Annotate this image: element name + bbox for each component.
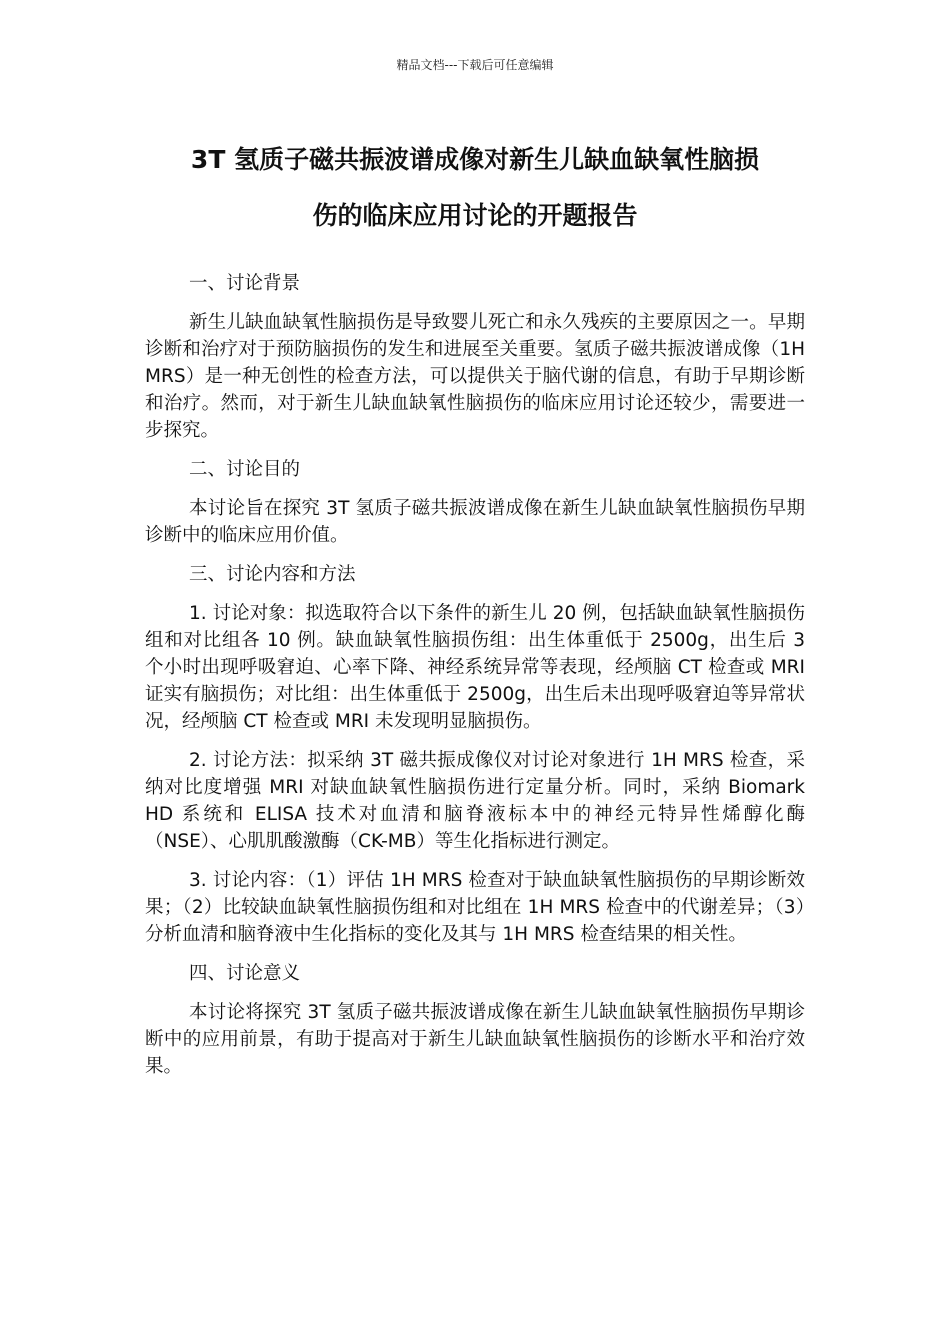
section-heading-purpose: 二、讨论目的 <box>189 459 301 480</box>
title-line-2: 伤的临床应用讨论的开题报告 <box>312 201 638 230</box>
paragraph: 1. 讨论对象：拟选取符合以下条件的新生儿 20 例，包括缺血缺氧性脑损伤组和对比组各 10 例。缺血缺氧性脑损伤组：出生体重低于 2500g，出生后 3 个小时出现呼吸窘迫、心率下降、神经系统异常等表现，经颅脑 CT 检查或 MRI 证实有脑损伤；对比组：出生体重低于 2500g，出生后未出现呼吸窘迫等异常状况，经颅脑 CT 检查或 MRI 未发现明显脑损伤。 <box>145 603 805 732</box>
section-heading-content-methods: 三、讨论内容和方法 <box>189 564 356 585</box>
paragraph: 本讨论旨在探究 3T 氢质子磁共振波谱成像在新生儿缺血缺氧性脑损伤早期诊断中的临床应用价值。 <box>145 498 805 546</box>
section-heading-significance: 四、讨论意义 <box>189 963 301 984</box>
document-title <box>145 132 805 244</box>
title-line-1: 3T 氢质子磁共振波谱成像对新生儿缺血缺氧性脑损 <box>190 145 760 174</box>
paragraph: 2. 讨论方法：拟采纳 3T 磁共振成像仪对讨论对象进行 1H MRS 检查，采纳对比度增强 MRI 对缺血缺氧性脑损伤进行定量分析。同时，采纳 Biomark HD 系统和 ELISA 技术对血清和脑脊液标本中的神经元特异性烯醇化酶（NSE）、心肌肌酸激酶（CK-MB）等生化指标进行测定。 <box>145 750 805 852</box>
paragraph: 本讨论将探究 3T 氢质子磁共振波谱成像在新生儿缺血缺氧性脑损伤早期诊断中的应用前景，有助于提高对于新生儿缺血缺氧性脑损伤的诊断水平和治疗效果。 <box>145 1002 805 1077</box>
section-heading-background: 一、讨论背景 <box>189 273 301 294</box>
document-body <box>145 270 805 1092</box>
paragraph: 3. 讨论内容：（1）评估 1H MRS 检查对于缺血缺氧性脑损伤的早期诊断效果；（2）比较缺血缺氧性脑损伤组和对比组在 1H MRS 检查中的代谢差异；（3）分析血清和脑脊液中生化指标的变化及其与 1H MRS 检查结果的相关性。 <box>145 870 805 945</box>
paragraph: 新生儿缺血缺氧性脑损伤是导致婴儿死亡和永久残疾的主要原因之一。早期诊断和治疗对于预防脑损伤的发生和进展至关重要。氢质子磁共振波谱成像（1H MRS）是一种无创性的检查方法，可以提供关于脑代谢的信息，有助于早期诊断和治疗。然而，对于新生儿缺血缺氧性脑损伤的临床应用讨论还较少，需要进一步探究。 <box>145 312 805 441</box>
header-note: 精品文档---下载后可任意编辑 <box>396 58 554 72</box>
